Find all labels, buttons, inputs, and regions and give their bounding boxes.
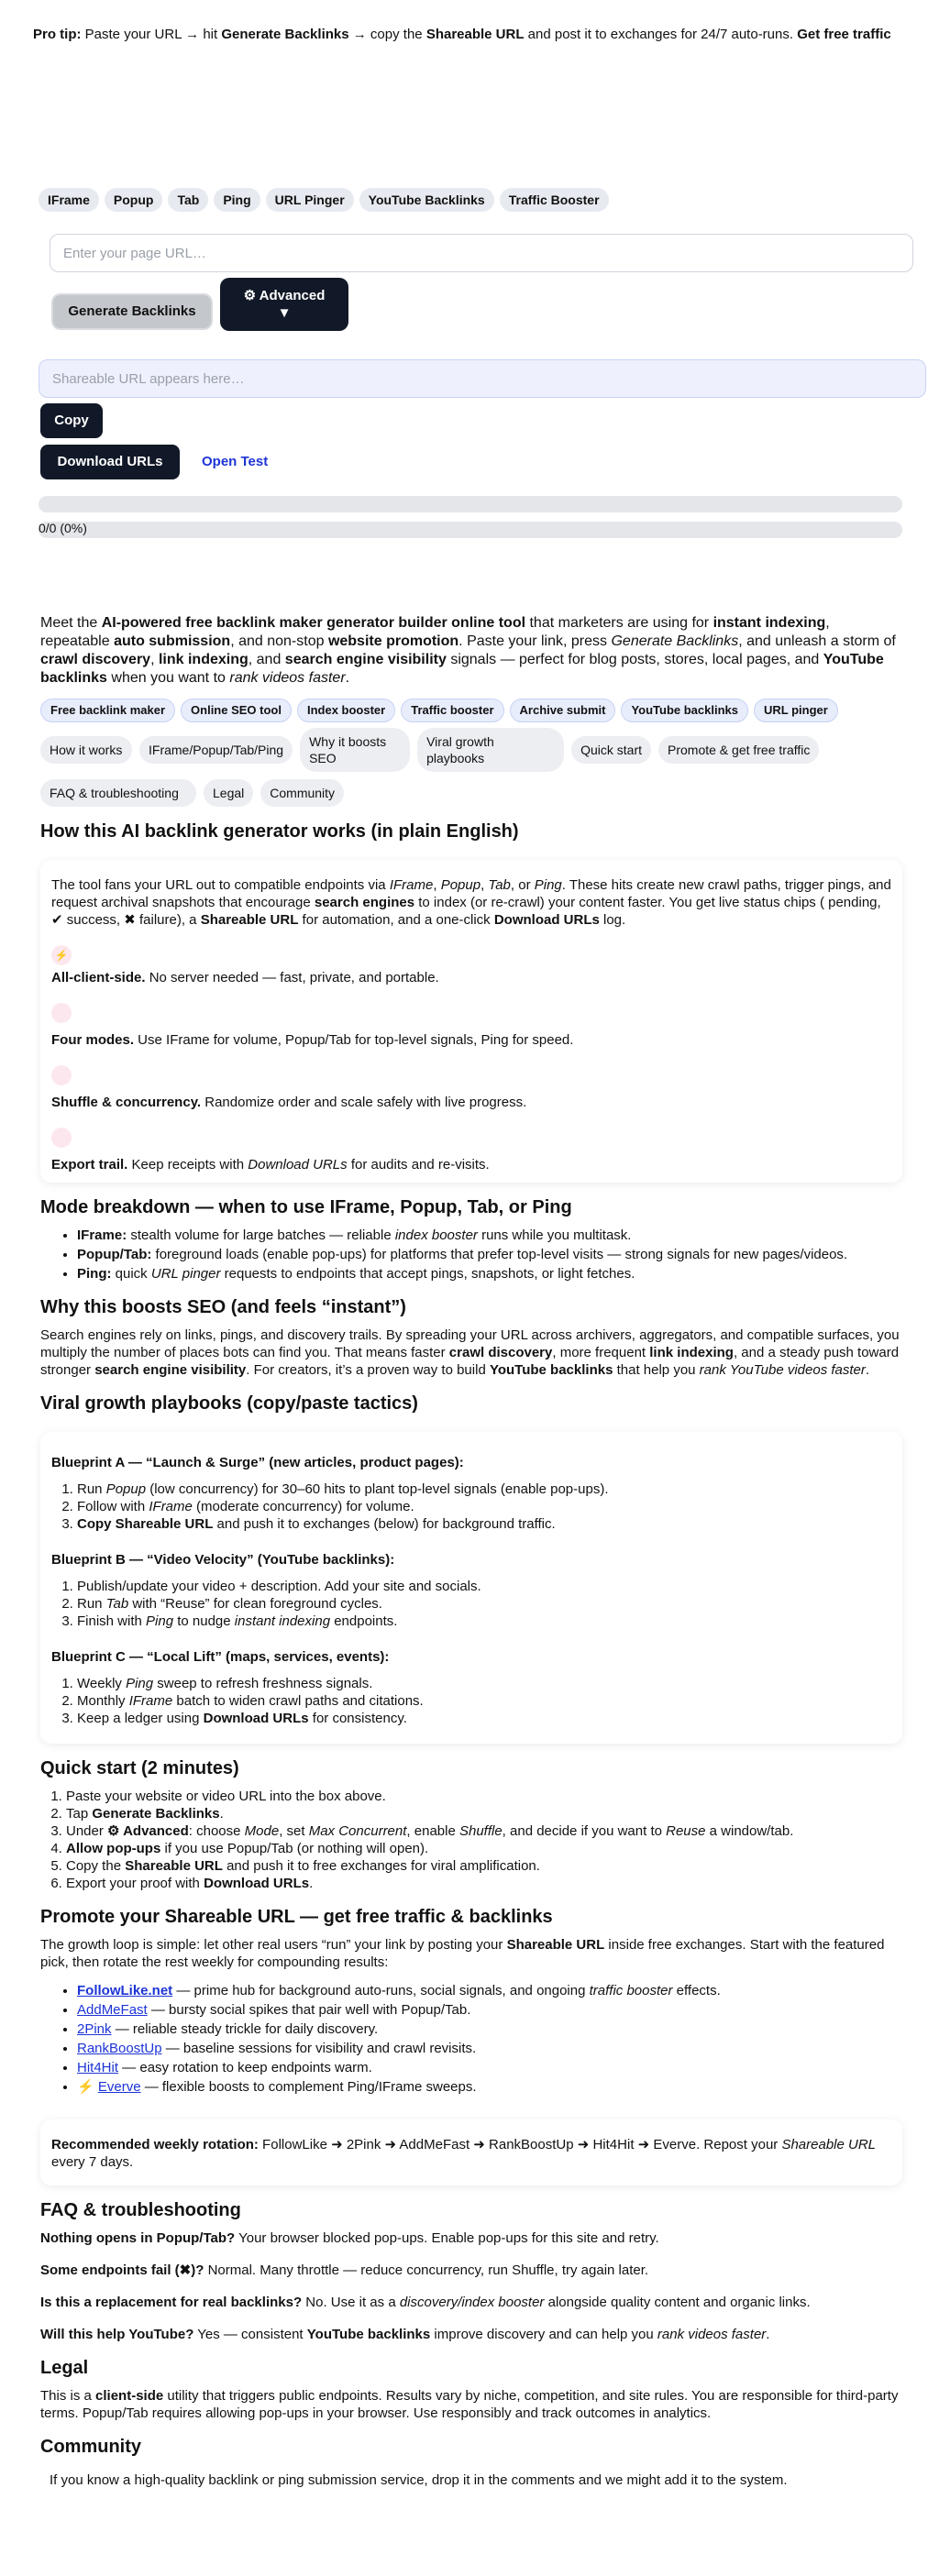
open-test-link[interactable]: Open Test — [202, 454, 269, 469]
mode-text: requests to endpoints that accept pings, snapshots, or light fetches. — [220, 1266, 635, 1282]
intro-text: when you want to — [106, 670, 230, 686]
feature-text: Use IFrame for volume, Popup/Tab for top-level signals, Ping for speed. — [134, 1032, 574, 1048]
list-item: 1. Publish/update your video + description. Add your site and socials. — [77, 1578, 893, 1595]
why-bold: crawl discovery — [448, 1345, 553, 1360]
step-italic: Max Concurrent — [308, 1823, 407, 1839]
intro-bold: link indexing — [158, 652, 249, 667]
intro-bold: website promotion — [327, 633, 459, 649]
intro-text: , repeatable — [40, 615, 830, 649]
faq-answer: alongside quality content and organic links. — [544, 2295, 811, 2310]
intro-bold: AI-powered free backlink maker generator builder online tool — [101, 615, 526, 631]
nav-faq[interactable]: FAQ & troubleshooting — [40, 779, 196, 807]
feature-dot-icon — [51, 1065, 72, 1085]
list-item: 1. Paste your website or video URL into the box above. — [66, 1788, 902, 1805]
step-text: and push it to free exchanges for viral amplification. — [222, 1858, 540, 1874]
how-text: , — [433, 877, 441, 893]
legal-title: Legal — [40, 2358, 89, 2378]
step-text: : choose — [188, 1823, 245, 1839]
mode-name: IFrame: — [77, 1227, 127, 1243]
community-title: Community — [40, 2437, 141, 2457]
intro-bold: instant indexing — [713, 615, 826, 631]
pro-tip-text: → copy the — [348, 27, 426, 42]
progress-bar-secondary — [39, 522, 902, 538]
exchange-italic: traffic booster — [589, 1983, 673, 1998]
keyword-chips — [40, 699, 902, 722]
feature-item — [51, 1156, 893, 1173]
faq-italic: discovery/index booster — [399, 2295, 545, 2310]
nav-legal[interactable]: Legal — [204, 779, 253, 807]
exchange-text: — easy rotation to keep endpoints warm. — [118, 2060, 372, 2075]
step-text: Weekly — [77, 1676, 127, 1691]
step-italic: IFrame — [128, 1693, 173, 1709]
feature-italic: Download URLs — [248, 1157, 348, 1172]
intro-text: Meet the — [40, 615, 102, 631]
step-text: sweep to refresh freshness signals. — [153, 1676, 373, 1691]
step-italic: Tab — [105, 1596, 129, 1612]
step-italic: Ping — [126, 1676, 154, 1691]
why-text: that help you — [613, 1362, 700, 1378]
why-text: , and a steady push toward stronger — [40, 1345, 900, 1378]
list-item — [66, 1875, 902, 1892]
chip: YouTube backlinks — [621, 699, 748, 722]
faq-bold: YouTube backlinks — [306, 2327, 431, 2342]
step-text: , set — [279, 1823, 309, 1839]
mode-italic: URL pinger — [150, 1266, 221, 1282]
how-text: , or — [510, 877, 535, 893]
lightning-icon: ⚡ — [51, 945, 72, 965]
nav-quick-start[interactable]: Quick start — [571, 736, 651, 764]
step-text: Run — [77, 1481, 106, 1497]
why-bold: link indexing — [649, 1345, 734, 1360]
why-text: . — [865, 1362, 870, 1378]
faq-question: Nothing opens in Popup/Tab? — [40, 2230, 236, 2246]
how-text: to index (or re-crawl) your content faster. You get live status chips ( pending, ✔ success, ✖ failure), a — [51, 895, 881, 928]
step-text: endpoints. — [330, 1613, 398, 1629]
rotation-body: every 7 days. — [51, 2154, 134, 2170]
feature-title: Export trail. — [51, 1157, 128, 1172]
list-item — [77, 2020, 902, 2038]
copy-button[interactable]: Copy — [40, 403, 103, 438]
how-paragraph — [51, 876, 893, 929]
intro-text: signals — perfect for blog posts, stores, local pages, and — [446, 652, 823, 667]
step-text: (moderate concurrency) for volume. — [192, 1499, 414, 1514]
step-italic: instant indexing — [234, 1613, 331, 1629]
community-text: If you know a high-quality backlink or ping submission service, drop it in the comments and we might add it to the system. — [50, 2472, 788, 2488]
how-text: The tool fans your URL out to compatible endpoints via — [51, 877, 390, 893]
rotation-italic: Shareable URL — [781, 2137, 877, 2152]
nav-why-seo[interactable]: Why it boosts SEO — [300, 728, 410, 772]
mode-name: Ping: — [77, 1266, 112, 1282]
tab-url-pinger[interactable]: URL Pinger — [266, 188, 354, 212]
nav-community[interactable]: Community — [260, 779, 344, 807]
intro-bold: YouTube backlinks — [40, 652, 884, 686]
chip: Archive submit — [510, 699, 616, 722]
legal-text: utility that triggers public endpoints. Results vary by niche, competition, and site rules. You are responsible for third-party terms. Popup/Tab requires allowing pop-ups in your browser. Use responsibly and track outcomes in analytics. — [40, 2388, 899, 2421]
step-text: . — [309, 1876, 314, 1891]
step-text: to nudge — [173, 1613, 235, 1629]
mode-text: stealth volume for large batches — reliable — [127, 1227, 395, 1243]
step-text: batch to widen crawl paths and citations. — [172, 1693, 424, 1709]
intro-bold: search engine visibility — [284, 652, 447, 667]
step-text: a window/tab. — [705, 1823, 794, 1839]
step-bold: Generate Backlinks — [92, 1806, 220, 1822]
faq-question: Some endpoints fail (✖)? — [40, 2262, 204, 2278]
nav-modes[interactable]: IFrame/Popup/Tab/Ping — [139, 736, 293, 764]
step-bold: Allow pop-ups — [66, 1841, 161, 1856]
how-bold: Download URLs — [493, 912, 600, 928]
tab-ping[interactable]: Ping — [214, 188, 260, 212]
quick-title: Quick start (2 minutes) — [40, 1758, 239, 1778]
section-nav — [40, 728, 902, 807]
faq-answer: Normal. Many throttle — reduce concurrency, run Shuffle, try again later. — [204, 2262, 649, 2278]
how-card — [40, 860, 902, 1183]
list-item — [66, 1822, 902, 1840]
exchange-text: — prime hub for background auto-runs, social signals, and ongoing — [172, 1983, 590, 1998]
list-item — [77, 1710, 893, 1727]
exchange-list — [77, 1982, 902, 2096]
exchange-text: — bursty social spikes that pair well with Popup/Tab. — [147, 2002, 471, 2018]
modes-title: Mode breakdown — when to use IFrame, Popup, Tab, or Ping — [40, 1197, 572, 1217]
shareable-url-input[interactable] — [39, 359, 926, 398]
chip: Online SEO tool — [181, 699, 292, 722]
why-text: Search engines rely on links, pings, and discovery trails. By spreading your URL across archivers, aggregators, and compatible surfaces, you multiply the number of places bots can find you. That means faster — [40, 1327, 900, 1360]
faq-item — [40, 2326, 902, 2343]
step-text: Run — [77, 1596, 106, 1612]
step-italic: Shuffle — [458, 1823, 503, 1839]
how-italic: IFrame — [389, 877, 434, 893]
why-bold: search engine visibility — [94, 1362, 247, 1378]
nav-promote[interactable]: Promote & get free traffic — [658, 736, 819, 764]
mode-italic: index booster — [394, 1227, 478, 1243]
feature-dot-icon — [51, 1003, 72, 1023]
step-text: and push it to exchanges (below) for background traffic. — [213, 1516, 556, 1532]
intro-text: , and — [248, 652, 285, 667]
step-bold: Shareable URL — [125, 1858, 223, 1874]
exchange-link-everve[interactable]: Everve — [97, 2079, 141, 2095]
how-text: log. — [599, 912, 626, 928]
pro-tip-text: and post it to exchanges for 24/7 auto-runs. — [524, 27, 798, 42]
chip: URL pinger — [754, 699, 838, 722]
pro-tip-free-traffic: Get free traffic — [797, 27, 891, 42]
blueprint-b-title: Blueprint B — “Video Velocity” (YouTube backlinks): — [51, 1552, 395, 1568]
feature-title: Shuffle & concurrency. — [51, 1095, 202, 1110]
step-italic: Reuse — [666, 1823, 706, 1839]
quick-list — [66, 1788, 902, 1892]
step-text: . — [219, 1806, 224, 1822]
legal-bold: client-side — [95, 2388, 164, 2404]
blueprint-c-list — [77, 1675, 893, 1727]
exchange-text: effects. — [672, 1983, 721, 1998]
intro-bold: crawl discovery — [40, 652, 151, 667]
exchange-link-hit4hit[interactable]: Hit4Hit — [77, 2060, 119, 2075]
step-text: , enable — [406, 1823, 459, 1839]
step-italic: Popup — [105, 1481, 147, 1497]
rotation-bold: Recommended weekly rotation: — [51, 2137, 259, 2152]
promote-paragraph — [40, 1936, 902, 1971]
feature-title: All-client-side. — [51, 970, 146, 985]
step-text: Tap — [66, 1806, 93, 1822]
feature-item — [51, 1031, 893, 1049]
main-content — [40, 614, 902, 2490]
why-text: . For creators, it’s a proven way to build — [246, 1362, 490, 1378]
step-text: , and decide if you want to — [502, 1823, 667, 1839]
progress-label: 0/0 (0%) — [39, 521, 87, 535]
viral-title: Viral growth playbooks (copy/paste tactics) — [40, 1393, 418, 1414]
list-item — [77, 1265, 902, 1282]
promote-bold: Shareable URL — [506, 1937, 605, 1953]
promote-title: Promote your Shareable URL — get free traffic & backlinks — [40, 1907, 553, 1927]
mode-name: Popup/Tab: — [77, 1247, 152, 1262]
step-text: for consistency. — [308, 1711, 407, 1726]
faq-item — [40, 2262, 902, 2279]
url-input[interactable] — [50, 234, 913, 272]
exchange-text: — reliable steady trickle for daily discovery. — [111, 2021, 379, 2037]
why-text: , more frequent — [552, 1345, 650, 1360]
blueprint-c-title: Blueprint C — “Local Lift” (maps, services, events): — [51, 1649, 390, 1665]
step-bold: ⚙ Advanced — [107, 1823, 189, 1839]
list-item — [66, 1840, 902, 1857]
faq-answer: . — [766, 2327, 770, 2342]
faq-answer: improve discovery and can help you — [430, 2327, 657, 2342]
exchange-link-rankboostup[interactable]: RankBoostUp — [77, 2041, 162, 2056]
list-item — [77, 1481, 893, 1498]
intro-italic: rank videos faster — [229, 670, 346, 686]
list-item — [77, 2059, 902, 2076]
step-text: if you use Popup/Tab (or nothing will open). — [160, 1841, 429, 1856]
pro-tip-banner — [33, 26, 904, 44]
rotation-text — [51, 2136, 893, 2171]
list-item — [77, 1982, 902, 1999]
list-item — [77, 1515, 893, 1533]
download-urls-button[interactable]: Download URLs — [40, 445, 180, 479]
list-item — [66, 1857, 902, 1875]
intro-text: , — [150, 652, 159, 667]
blueprint-a-list — [77, 1481, 893, 1533]
why-bold: YouTube backlinks — [489, 1362, 613, 1378]
step-text: Monthly — [77, 1693, 129, 1709]
modes-list — [77, 1227, 902, 1282]
mode-tabs — [39, 188, 609, 212]
how-text: , — [481, 877, 489, 893]
faq-list — [40, 2229, 902, 2343]
step-text: Copy the — [66, 1858, 126, 1874]
how-text: for automation, and a one-click — [298, 912, 494, 928]
why-paragraph — [40, 1327, 902, 1379]
feature-text: Randomize order and scale safely with live progress. — [201, 1095, 527, 1110]
exchange-link-followlike[interactable]: FollowLike.net — [77, 1983, 173, 1998]
step-text: Under — [66, 1823, 108, 1839]
step-text: (low concurrency) for 30–60 hits to plant top-level signals (enable pop-ups). — [146, 1481, 609, 1497]
mode-text: foreground loads (enable pop-ups) for platforms that prefer top-level visits — strong signals for new pages/videos. — [151, 1247, 848, 1262]
step-text: Finish with — [77, 1613, 147, 1629]
chevron-down-icon: ▼ — [277, 305, 292, 321]
advanced-label: ⚙ Advanced — [243, 288, 326, 303]
list-item — [77, 1595, 893, 1613]
faq-question: Is this a replacement for real backlinks? — [40, 2295, 303, 2310]
chip: Index booster — [297, 699, 395, 722]
how-text: . These hits create new crawl paths, trigger pings, and request archival snapshots that encourage — [51, 877, 891, 910]
legal-text: This is a — [40, 2388, 96, 2404]
intro-italic: Generate Backlinks — [611, 633, 739, 649]
step-italic: Mode — [244, 1823, 280, 1839]
faq-item — [40, 2294, 902, 2311]
intro-text: . — [345, 670, 350, 686]
intro-text: , and non-stop — [230, 633, 328, 649]
faq-question: Will this help YouTube? — [40, 2327, 194, 2342]
how-bold: search engines — [314, 895, 415, 910]
list-item — [77, 1246, 902, 1263]
promote-text: inside free exchanges. Start with the featured pick, then rotate the rest weekly for compounding results: — [40, 1937, 885, 1970]
chip: Free backlink maker — [40, 699, 175, 722]
step-bold: Copy Shareable URL — [77, 1516, 214, 1532]
lightning-icon: ⚡ — [77, 2079, 98, 2095]
intro-text: , and unleash a storm of — [738, 633, 896, 649]
list-item — [77, 2001, 902, 2019]
mode-text: quick — [111, 1266, 151, 1282]
pro-tip-label: Pro tip: — [33, 27, 82, 42]
faq-item — [40, 2229, 902, 2247]
mode-text: runs while you multitask. — [477, 1227, 632, 1243]
list-item — [77, 1227, 902, 1244]
feature-item — [51, 969, 893, 986]
exchange-link-addmefast[interactable]: AddMeFast — [77, 2002, 148, 2018]
exchange-link-2pink[interactable]: 2Pink — [77, 2021, 112, 2037]
feature-dot-icon — [51, 1128, 72, 1148]
intro-text: that marketers are using for — [525, 615, 713, 631]
how-title: How this AI backlink generator works (in plain English) — [40, 821, 519, 842]
list-item — [66, 1805, 902, 1822]
advanced-button[interactable] — [220, 278, 348, 331]
exchange-text: — flexible boosts to complement Ping/IFrame sweeps. — [140, 2079, 477, 2095]
tab-iframe[interactable]: IFrame — [39, 188, 99, 212]
list-item — [77, 1498, 893, 1515]
pro-tip-text: Paste your URL → hit — [81, 27, 222, 42]
intro-bold: auto submission — [114, 633, 231, 649]
how-italic: Tab — [488, 877, 511, 893]
list-item — [77, 1692, 893, 1710]
blueprint-a-title: Blueprint A — “Launch & Surge” (new articles, product pages): — [51, 1455, 464, 1470]
intro-text: . Paste your link, press — [458, 633, 612, 649]
promote-text: The growth loop is simple: let other real users “run” your link by posting your — [40, 1937, 507, 1953]
feature-item — [51, 1094, 893, 1111]
step-text: Keep a ledger using — [77, 1711, 204, 1726]
blueprint-b-list — [77, 1578, 893, 1630]
feature-text: No server needed — fast, private, and portable. — [145, 970, 439, 985]
rotation-body: FollowLike ➜ 2Pink ➜ AddMeFast ➜ RankBoostUp ➜ Hit4Hit ➜ Everve. Repost your — [258, 2137, 782, 2152]
viral-card — [40, 1432, 902, 1744]
feature-title: Four modes. — [51, 1032, 135, 1048]
tab-youtube-backlinks[interactable]: YouTube Backlinks — [359, 188, 494, 212]
pro-tip-shareable: Shareable URL — [425, 27, 525, 42]
generate-backlinks-button[interactable]: Generate Backlinks — [51, 293, 213, 330]
progress-bar — [39, 496, 902, 512]
how-italic: Popup — [440, 877, 481, 893]
faq-answer: No. Use it as a — [302, 2295, 400, 2310]
tab-tab[interactable]: Tab — [168, 188, 208, 212]
intro-paragraph — [40, 614, 902, 688]
why-title: Why this boosts SEO (and feels “instant”) — [40, 1297, 406, 1317]
list-item — [77, 2040, 902, 2057]
rotation-card — [40, 2119, 902, 2185]
tab-popup[interactable]: Popup — [105, 188, 163, 212]
legal-paragraph — [40, 2387, 902, 2422]
faq-italic: rank videos faster — [657, 2327, 767, 2342]
how-bold: Shareable URL — [200, 912, 299, 928]
feature-text: for audits and re-visits. — [347, 1157, 490, 1172]
chip: Traffic booster — [401, 699, 503, 722]
feature-text: Keep receipts with — [127, 1157, 249, 1172]
why-italic: rank YouTube videos faster — [699, 1362, 866, 1378]
faq-answer: Your browser blocked pop-ups. Enable pop-ups for this site and retry. — [235, 2230, 659, 2246]
faq-answer: Yes — consistent — [193, 2327, 307, 2342]
step-italic: Ping — [146, 1613, 174, 1629]
faq-title: FAQ & troubleshooting — [40, 2200, 241, 2220]
nav-viral[interactable]: Viral growth playbooks — [417, 728, 564, 772]
exchange-text: — baseline sessions for visibility and crawl revisits. — [161, 2041, 477, 2056]
tab-traffic-booster[interactable]: Traffic Booster — [500, 188, 609, 212]
list-item — [77, 1675, 893, 1692]
step-bold: Download URLs — [203, 1711, 309, 1726]
step-text: Follow with — [77, 1499, 149, 1514]
pro-tip-generate: Generate Backlinks — [221, 27, 349, 42]
step-text: Export your proof with — [66, 1876, 204, 1891]
step-italic: IFrame — [149, 1499, 193, 1514]
nav-how-it-works[interactable]: How it works — [40, 736, 132, 764]
list-item — [77, 2078, 902, 2096]
how-italic: Ping — [534, 877, 562, 893]
step-bold: Download URLs — [204, 1876, 310, 1891]
step-text: with “Reuse” for clean foreground cycles. — [128, 1596, 382, 1612]
list-item — [77, 1613, 893, 1630]
